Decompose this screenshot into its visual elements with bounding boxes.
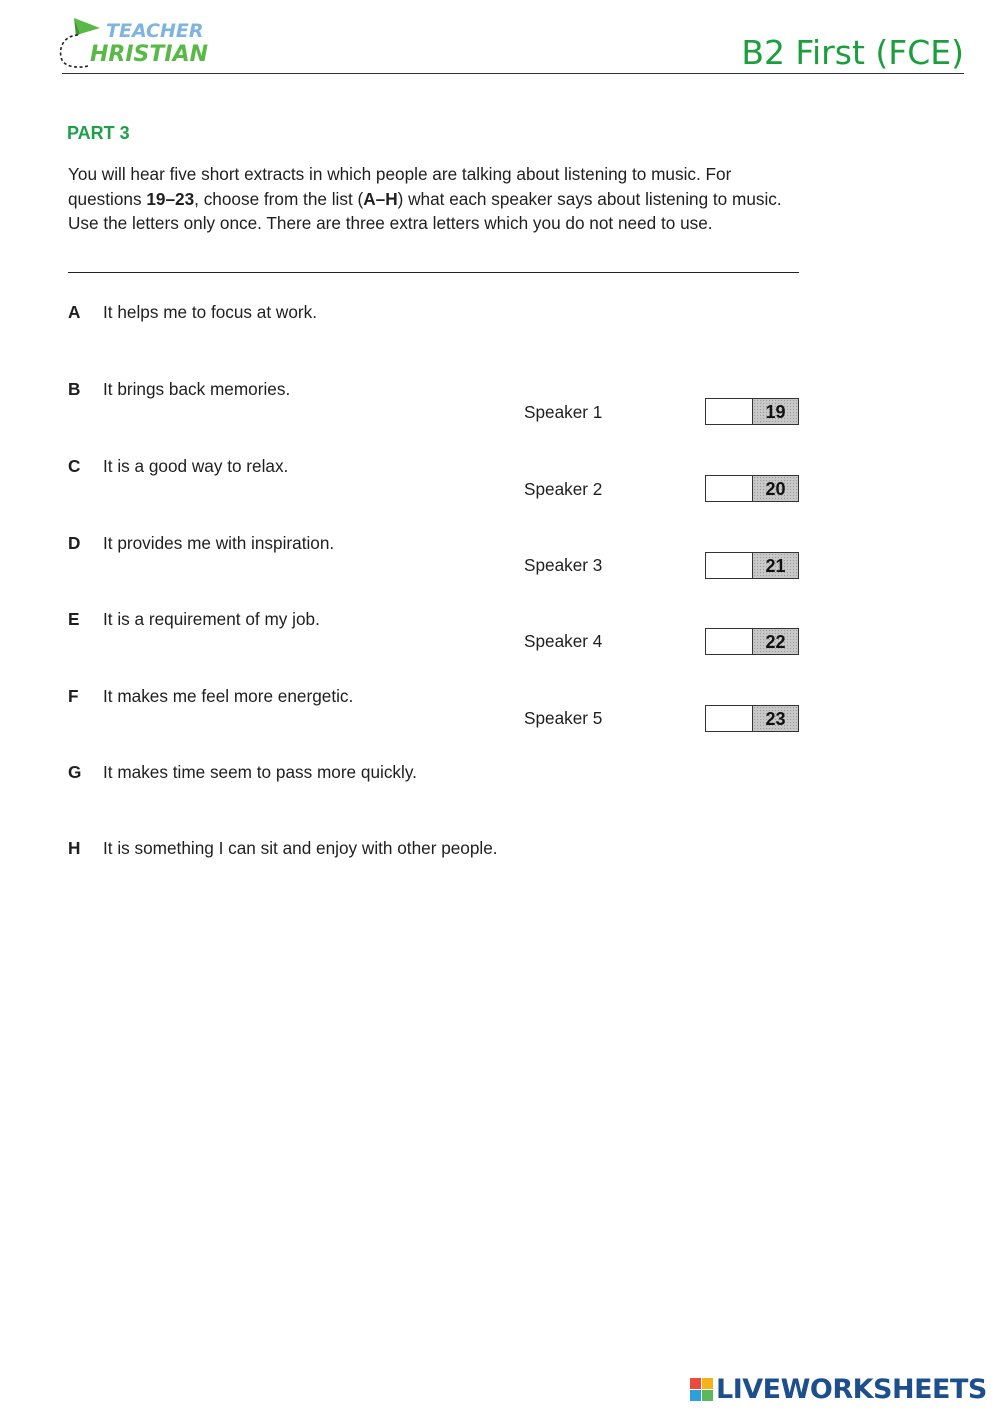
option-text: It helps me to focus at work. xyxy=(103,302,317,322)
answer-box-19 xyxy=(705,398,799,425)
header-divider xyxy=(62,73,964,74)
logo-line-teacher: TEACHER xyxy=(106,20,204,42)
answer-box-22 xyxy=(705,628,799,655)
part-heading: PART 3 xyxy=(67,123,130,143)
instructions-text-3: ) what each speaker says about listening to music. Use the letters only once. There are three extra letters which you do not need to use. xyxy=(68,188,782,233)
speaker-1-label: Speaker 1 xyxy=(524,402,603,422)
option-f xyxy=(68,686,353,707)
document-title: B2 First (FCE) xyxy=(741,33,964,72)
instructions-divider xyxy=(68,272,799,273)
question-number-22: 22 xyxy=(753,629,798,654)
instructions-text-2: , choose from the list ( xyxy=(194,188,364,209)
option-text: It brings back memories. xyxy=(103,379,291,399)
answer-input-21[interactable] xyxy=(706,553,753,578)
answer-input-23[interactable] xyxy=(706,706,753,731)
option-letter: A xyxy=(68,302,81,322)
question-number-20: 20 xyxy=(753,476,798,501)
option-e xyxy=(68,609,320,630)
answer-input-20[interactable] xyxy=(706,476,753,501)
option-c xyxy=(68,456,288,477)
answer-input-19[interactable] xyxy=(706,399,753,424)
liveworksheets-logo-icon xyxy=(690,1378,713,1401)
option-letter: C xyxy=(68,456,81,476)
instructions-text-1: You will hear five short extracts in which people are talking about listening to music. For questions xyxy=(68,164,732,209)
answer-box-21 xyxy=(705,552,799,579)
option-letter: F xyxy=(68,686,79,706)
logo-line-christian: HRISTIAN xyxy=(90,42,209,67)
option-letter: H xyxy=(68,838,81,858)
option-letter: E xyxy=(68,609,80,629)
speaker-4-label: Speaker 4 xyxy=(524,631,603,651)
answer-input-22[interactable] xyxy=(706,629,753,654)
answer-box-23 xyxy=(705,705,799,732)
liveworksheets-wordmark: LIVEWORKSHEETS xyxy=(716,1373,987,1405)
question-number-21: 21 xyxy=(753,553,798,578)
option-h xyxy=(68,838,498,859)
speaker-5-label: Speaker 5 xyxy=(524,708,603,728)
option-d xyxy=(68,533,334,554)
option-text: It makes time seem to pass more quickly. xyxy=(103,762,417,782)
option-letter: G xyxy=(68,762,82,782)
liveworksheets-brand xyxy=(690,1373,987,1405)
question-number-23: 23 xyxy=(753,706,798,731)
option-text: It provides me with inspiration. xyxy=(103,533,335,553)
option-b xyxy=(68,379,290,400)
letter-range: A–H xyxy=(363,188,398,209)
question-range: 19–23 xyxy=(146,188,195,209)
option-letter: B xyxy=(68,379,81,399)
option-g xyxy=(68,762,417,783)
answer-box-20 xyxy=(705,475,799,502)
speaker-2-label: Speaker 2 xyxy=(524,479,603,499)
option-a xyxy=(68,302,317,323)
teacher-christian-logo xyxy=(58,16,209,72)
option-text: It is a requirement of my job. xyxy=(103,609,320,629)
option-text: It is something I can sit and enjoy with other people. xyxy=(103,838,498,858)
instructions xyxy=(68,162,808,236)
option-text: It makes me feel more energetic. xyxy=(103,686,354,706)
option-text: It is a good way to relax. xyxy=(103,456,289,476)
speaker-3-label: Speaker 3 xyxy=(524,555,603,575)
option-letter: D xyxy=(68,533,81,553)
question-number-19: 19 xyxy=(753,399,798,424)
